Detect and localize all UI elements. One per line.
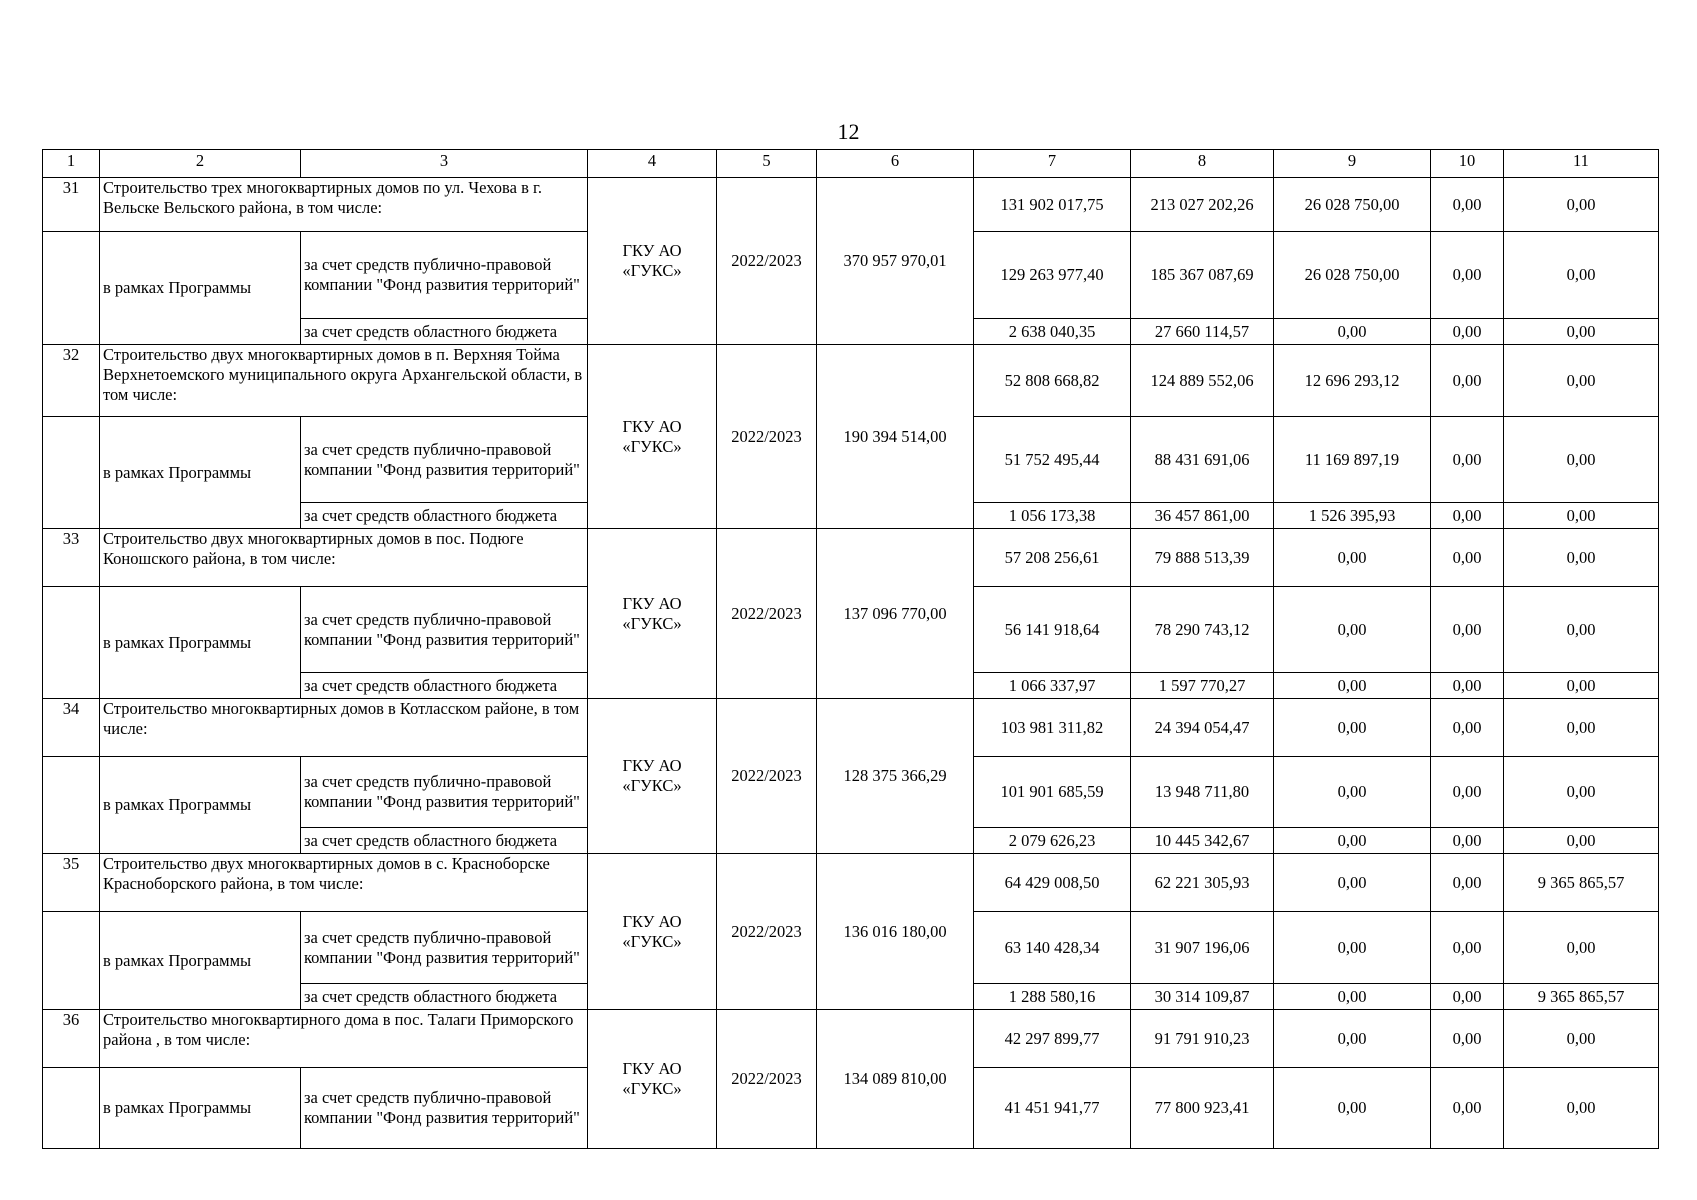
total-cost: 137 096 770,00 bbox=[817, 529, 974, 699]
total-value: 0,00 bbox=[1431, 345, 1504, 417]
column-header: 1 bbox=[43, 150, 100, 178]
regional-value: 0,00 bbox=[1431, 984, 1504, 1010]
total-value: 0,00 bbox=[1431, 1010, 1504, 1068]
column-header: 3 bbox=[301, 150, 588, 178]
regional-value: 2 079 626,23 bbox=[974, 828, 1131, 854]
total-cost: 128 375 366,29 bbox=[817, 699, 974, 854]
program-label: в рамках Программы bbox=[100, 587, 301, 699]
fund-label: за счет средств публично-правовой компании "Фонд развития территорий" bbox=[301, 757, 588, 828]
regional-value: 1 288 580,16 bbox=[974, 984, 1131, 1010]
fund-value: 0,00 bbox=[1274, 587, 1431, 673]
regional-value: 0,00 bbox=[1431, 673, 1504, 699]
page-number: 12 bbox=[837, 119, 860, 144]
fund-value: 0,00 bbox=[1431, 912, 1504, 984]
total-value: 0,00 bbox=[1504, 345, 1659, 417]
regional-label: за счет средств областного бюджета bbox=[301, 673, 588, 699]
table-row bbox=[43, 854, 1659, 912]
period: 2022/2023 bbox=[717, 529, 817, 699]
row-number-blank bbox=[43, 417, 100, 529]
regional-value: 1 526 395,93 bbox=[1274, 503, 1431, 529]
fund-label: за счет средств публично-правовой компании "Фонд развития территорий" bbox=[301, 1068, 588, 1149]
period: 2022/2023 bbox=[717, 699, 817, 854]
table-row bbox=[43, 178, 1659, 232]
total-value: 0,00 bbox=[1274, 699, 1431, 757]
column-header: 2 bbox=[100, 150, 301, 178]
row-number: 32 bbox=[43, 345, 100, 417]
column-header: 5 bbox=[717, 150, 817, 178]
column-header: 9 bbox=[1274, 150, 1431, 178]
total-value: 0,00 bbox=[1504, 699, 1659, 757]
row-number: 35 bbox=[43, 854, 100, 912]
fund-value: 77 800 923,41 bbox=[1131, 1068, 1274, 1149]
total-value: 213 027 202,26 bbox=[1131, 178, 1274, 232]
fund-value: 0,00 bbox=[1504, 417, 1659, 503]
fund-value: 0,00 bbox=[1431, 587, 1504, 673]
fund-value: 101 901 685,59 bbox=[974, 757, 1131, 828]
project-title: Строительство многоквартирных домов в Котласском районе, в том числе: bbox=[100, 699, 588, 757]
fund-value: 0,00 bbox=[1274, 757, 1431, 828]
header-row bbox=[43, 150, 1659, 178]
total-value: 0,00 bbox=[1274, 529, 1431, 587]
table-row bbox=[43, 1010, 1659, 1068]
regional-value: 0,00 bbox=[1431, 319, 1504, 345]
fund-value: 63 140 428,34 bbox=[974, 912, 1131, 984]
fund-value: 185 367 087,69 bbox=[1131, 232, 1274, 319]
row-number-blank bbox=[43, 1068, 100, 1149]
regional-label: за счет средств областного бюджета bbox=[301, 319, 588, 345]
regional-value: 10 445 342,67 bbox=[1131, 828, 1274, 854]
regional-value: 0,00 bbox=[1274, 984, 1431, 1010]
regional-value: 1 056 173,38 bbox=[974, 503, 1131, 529]
regional-label: за счет средств областного бюджета bbox=[301, 984, 588, 1010]
fund-value: 0,00 bbox=[1431, 1068, 1504, 1149]
customer: ГКУ АО «ГУКС» bbox=[588, 529, 717, 699]
regional-value: 36 457 861,00 bbox=[1131, 503, 1274, 529]
total-value: 0,00 bbox=[1504, 529, 1659, 587]
total-value: 131 902 017,75 bbox=[974, 178, 1131, 232]
total-value: 0,00 bbox=[1431, 178, 1504, 232]
regional-value: 30 314 109,87 bbox=[1131, 984, 1274, 1010]
total-value: 52 808 668,82 bbox=[974, 345, 1131, 417]
total-value: 0,00 bbox=[1431, 699, 1504, 757]
total-value: 26 028 750,00 bbox=[1274, 178, 1431, 232]
total-value: 62 221 305,93 bbox=[1131, 854, 1274, 912]
program-label: в рамках Программы bbox=[100, 1068, 301, 1149]
fund-value: 0,00 bbox=[1504, 757, 1659, 828]
table-row bbox=[43, 529, 1659, 587]
customer: ГКУ АО «ГУКС» bbox=[588, 854, 717, 1010]
total-value: 57 208 256,61 bbox=[974, 529, 1131, 587]
regional-label: за счет средств областного бюджета bbox=[301, 503, 588, 529]
total-value: 0,00 bbox=[1274, 854, 1431, 912]
total-value: 0,00 bbox=[1431, 529, 1504, 587]
row-number: 36 bbox=[43, 1010, 100, 1068]
fund-value: 31 907 196,06 bbox=[1131, 912, 1274, 984]
row-number: 31 bbox=[43, 178, 100, 232]
total-value: 24 394 054,47 bbox=[1131, 699, 1274, 757]
project-title: Строительство двух многоквартирных домов в пос. Подюге Коношского района, в том числе: bbox=[100, 529, 588, 587]
fund-value: 56 141 918,64 bbox=[974, 587, 1131, 673]
row-number-blank bbox=[43, 587, 100, 699]
fund-value: 88 431 691,06 bbox=[1131, 417, 1274, 503]
column-header: 7 bbox=[974, 150, 1131, 178]
column-header: 11 bbox=[1504, 150, 1659, 178]
total-cost: 190 394 514,00 bbox=[817, 345, 974, 529]
total-value: 9 365 865,57 bbox=[1504, 854, 1659, 912]
project-title: Строительство многоквартирного дома в пос. Талаги Приморского района , в том числе: bbox=[100, 1010, 588, 1068]
program-label: в рамках Программы bbox=[100, 912, 301, 1010]
row-number-blank bbox=[43, 232, 100, 345]
project-title: Строительство двух многоквартирных домов в с. Красноборске Красноборского района, в том числе: bbox=[100, 854, 588, 912]
regional-value: 2 638 040,35 bbox=[974, 319, 1131, 345]
total-value: 0,00 bbox=[1431, 854, 1504, 912]
regional-value: 0,00 bbox=[1431, 828, 1504, 854]
total-value: 0,00 bbox=[1274, 1010, 1431, 1068]
fund-value: 26 028 750,00 bbox=[1274, 232, 1431, 319]
customer: ГКУ АО «ГУКС» bbox=[588, 178, 717, 345]
program-label: в рамках Программы bbox=[100, 232, 301, 345]
total-value: 0,00 bbox=[1504, 178, 1659, 232]
period: 2022/2023 bbox=[717, 178, 817, 345]
customer: ГКУ АО «ГУКС» bbox=[588, 699, 717, 854]
fund-value: 11 169 897,19 bbox=[1274, 417, 1431, 503]
fund-value: 0,00 bbox=[1431, 417, 1504, 503]
fund-value: 0,00 bbox=[1274, 912, 1431, 984]
total-value: 64 429 008,50 bbox=[974, 854, 1131, 912]
total-value: 103 981 311,82 bbox=[974, 699, 1131, 757]
fund-value: 51 752 495,44 bbox=[974, 417, 1131, 503]
period: 2022/2023 bbox=[717, 1010, 817, 1149]
row-number: 33 bbox=[43, 529, 100, 587]
fund-value: 0,00 bbox=[1504, 587, 1659, 673]
customer: ГКУ АО «ГУКС» bbox=[588, 1010, 717, 1149]
regional-value: 9 365 865,57 bbox=[1504, 984, 1659, 1010]
total-cost: 134 089 810,00 bbox=[817, 1010, 974, 1149]
fund-label: за счет средств публично-правовой компании "Фонд развития территорий" bbox=[301, 232, 588, 319]
total-value: 12 696 293,12 bbox=[1274, 345, 1431, 417]
project-title: Строительство трех многоквартирных домов по ул. Чехова в г. Вельске Вельского района, в том числе: bbox=[100, 178, 588, 232]
fund-value: 0,00 bbox=[1274, 1068, 1431, 1149]
fund-label: за счет средств публично-правовой компании "Фонд развития территорий" bbox=[301, 417, 588, 503]
fund-value: 0,00 bbox=[1504, 232, 1659, 319]
regional-label: за счет средств областного бюджета bbox=[301, 828, 588, 854]
regional-value: 0,00 bbox=[1504, 503, 1659, 529]
total-value: 91 791 910,23 bbox=[1131, 1010, 1274, 1068]
period: 2022/2023 bbox=[717, 854, 817, 1010]
program-label: в рамках Программы bbox=[100, 757, 301, 854]
total-value: 124 889 552,06 bbox=[1131, 345, 1274, 417]
regional-value: 0,00 bbox=[1431, 503, 1504, 529]
customer: ГКУ АО «ГУКС» bbox=[588, 345, 717, 529]
regional-value: 1 597 770,27 bbox=[1131, 673, 1274, 699]
regional-value: 1 066 337,97 bbox=[974, 673, 1131, 699]
fund-value: 0,00 bbox=[1504, 912, 1659, 984]
financing-table bbox=[42, 149, 1659, 1149]
regional-value: 0,00 bbox=[1504, 828, 1659, 854]
column-header: 6 bbox=[817, 150, 974, 178]
total-value: 42 297 899,77 bbox=[974, 1010, 1131, 1068]
total-cost: 370 957 970,01 bbox=[817, 178, 974, 345]
program-label: в рамках Программы bbox=[100, 417, 301, 529]
fund-value: 0,00 bbox=[1431, 757, 1504, 828]
regional-value: 0,00 bbox=[1274, 319, 1431, 345]
regional-value: 0,00 bbox=[1504, 319, 1659, 345]
table-row bbox=[43, 345, 1659, 417]
column-header: 8 bbox=[1131, 150, 1274, 178]
row-number-blank bbox=[43, 757, 100, 854]
period: 2022/2023 bbox=[717, 345, 817, 529]
row-number: 34 bbox=[43, 699, 100, 757]
regional-value: 0,00 bbox=[1274, 673, 1431, 699]
fund-value: 0,00 bbox=[1504, 1068, 1659, 1149]
project-title: Строительство двух многоквартирных домов в п. Верхняя Тойма Верхнетоемского муниципального округа Архангельской области, в том числе: bbox=[100, 345, 588, 417]
fund-value: 78 290 743,12 bbox=[1131, 587, 1274, 673]
total-value: 0,00 bbox=[1504, 1010, 1659, 1068]
regional-value: 0,00 bbox=[1504, 673, 1659, 699]
fund-value: 13 948 711,80 bbox=[1131, 757, 1274, 828]
regional-value: 0,00 bbox=[1274, 828, 1431, 854]
row-number-blank bbox=[43, 912, 100, 1010]
fund-label: за счет средств публично-правовой компании "Фонд развития территорий" bbox=[301, 587, 588, 673]
regional-value: 27 660 114,57 bbox=[1131, 319, 1274, 345]
table-row bbox=[43, 699, 1659, 757]
column-header: 4 bbox=[588, 150, 717, 178]
column-header: 10 bbox=[1431, 150, 1504, 178]
total-value: 79 888 513,39 bbox=[1131, 529, 1274, 587]
total-cost: 136 016 180,00 bbox=[817, 854, 974, 1010]
fund-value: 41 451 941,77 bbox=[974, 1068, 1131, 1149]
fund-label: за счет средств публично-правовой компании "Фонд развития территорий" bbox=[301, 912, 588, 984]
fund-value: 0,00 bbox=[1431, 232, 1504, 319]
fund-value: 129 263 977,40 bbox=[974, 232, 1131, 319]
